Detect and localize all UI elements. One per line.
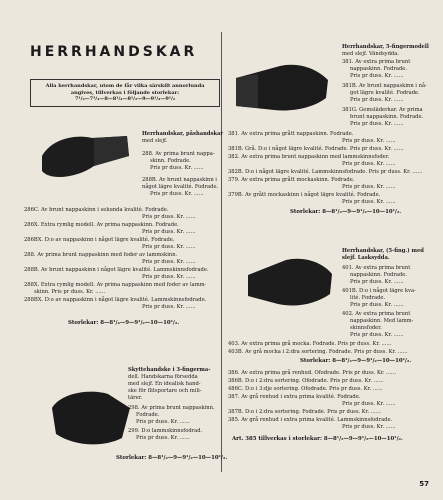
text-line: nappaskinn. Fodrade.: [350, 272, 407, 278]
text-line: 401. Av extra prima brunt: [342, 265, 411, 271]
text-line: Pris pr duss. Kr. ......: [350, 302, 404, 308]
text-line: 403. Av extra prima grå mocka. Fodrade. Pris pr duss. Kr. ......: [228, 341, 392, 347]
text-line: 288X. Extra rymlig modell. Av prima nappaskinn med foder av lamm-: [24, 282, 207, 288]
text-line: skinnsfoder.: [350, 325, 382, 331]
sizes-label: Storlekar: 8—8¹/₄—9—9¹/₂—10—10¹/₂.: [68, 320, 180, 326]
text-line: med slejf. En idealisk hand-: [128, 381, 201, 387]
text-line: 288B. Av brunt nappaskinn i: [142, 177, 217, 183]
text-line: 381. Av extra prima brunt: [342, 59, 411, 65]
text-line: dell. Handskarna försedda: [128, 374, 198, 380]
text-line: 381B. Grå. D:o i något lägre kvalité. Fodrade. Pris pr duss. Kr. ......: [228, 146, 404, 152]
text-line: ske för flitsportare och mili-: [128, 388, 202, 394]
text-line: Herrhandskar, (5-fing.) med: [342, 248, 424, 254]
text-line: 288. Av prima brunt nappaskinn med foder av lammskinn.: [24, 252, 178, 258]
text-line: Pris pr duss. Kr. ......: [150, 191, 204, 197]
text-line: nappaskinn. Fodrade.: [350, 66, 407, 72]
text-line: Pris pr duss. Kr. ......: [136, 419, 190, 425]
text-line: Pris pr duss. Kr. ......: [150, 165, 204, 171]
size-notice: [30, 79, 220, 107]
text-line: tärer.: [128, 395, 143, 401]
text-line: med slejf.: [142, 138, 168, 144]
sizes-label: Storlekar: 8—8¹/₂—9—9¹/₂—10—10¹/₂.: [290, 209, 402, 215]
text-line: got lägre kvalité. Fodrade.: [350, 90, 420, 96]
text-line: 286X. Extra rymlig modell. Av prima nappaskinn. Fodrade.: [24, 222, 179, 228]
text-line: 382. Av extra prima brunt nappaskinn med lammskinnsfoder.: [228, 154, 390, 160]
text-line: 298. Av prima brunt nappaskinn.: [128, 405, 215, 411]
page-number: 57: [419, 480, 429, 488]
text-line: Pris pr duss. Kr. ......: [142, 274, 196, 280]
mitten-glove-image: [32, 116, 132, 201]
text-line: 401B. D:o i något lägre kva-: [342, 288, 416, 294]
notice-line: angives, tillverkas i följande storlekar:: [70, 89, 180, 96]
text-line: 299. D:o lammskinnsfodrad.: [128, 428, 203, 434]
text-line: 288B. Av brunt nappaskinn i något lägre kvalité. Lammskinnsfodrade.: [24, 267, 209, 273]
text-line: 385. Av grå renhud i extra prima kvalité. Lammskinnsfodrade.: [228, 417, 393, 423]
text-line: Pris pr duss. Kr. ......: [142, 304, 196, 310]
text-line: Pris pr duss. Kr. ......: [350, 332, 404, 338]
text-line: med slejf. Vändsydda.: [342, 51, 399, 57]
text-line: Pris pr duss. Kr. ......: [350, 121, 404, 127]
text-line: 382B. D:o i något lägre kvalité. Lammskinnsfodrade. Pris pr duss. Kr. ......: [228, 169, 423, 175]
text-line: 288BX. D:o av nappaskinn i något lägre kvalité. Lammskinnsfodrade.: [24, 297, 207, 303]
text-line: Pris pr duss. Kr. ......: [142, 259, 196, 265]
text-line: Pris pr duss. Kr. ......: [342, 424, 396, 430]
text-line: Pris pr duss. Kr. ......: [136, 435, 190, 441]
text-line: Pris pr duss. Kr. ......: [342, 138, 396, 144]
text-line: 387B. D:o i 2:dra sortering. Fodrade. Pris pr duss. Kr. ......: [228, 409, 381, 415]
page-title: HERRHANDSKAR: [30, 44, 198, 60]
text-line: 381B. Av brunt nappaskinn i nå-: [342, 83, 427, 89]
text-line: 286BX. D:o av nappaskinn i något lägre kvalité. Fodrade.: [24, 237, 175, 243]
glove-image-lasksydda: [242, 250, 338, 310]
shooting-glove-image: [48, 378, 132, 450]
text-line: Fodrade.: [136, 412, 160, 418]
text-line: slejf. Lasksydda.: [342, 255, 390, 261]
text-line: Herrhandskar, 5-fingermodell: [342, 44, 429, 50]
text-line: skinn. Pris pr duss. Kr. ......: [34, 289, 106, 295]
sizes-label: Art. 385 tillverkas i storlekar: 8—8¹/₂—9—9¹/₂—10—10¹/₂.: [232, 436, 403, 442]
text-line: 402. Av extra prima brunt: [342, 311, 411, 317]
text-line: Pris pr duss. Kr. ......: [142, 229, 196, 235]
text-line: 387. Av grå renhud i extra prima kvalité. Fodrade.: [228, 394, 361, 400]
text-line: brunt nappaskinn. Fodrade.: [350, 114, 424, 120]
text-line: Herrhandskar, påshandskar: [142, 131, 224, 137]
column-divider: [221, 32, 222, 472]
text-line: Pris pr duss. Kr. ......: [350, 73, 404, 79]
text-line: något lägre kvalité. Fodrade.: [142, 184, 219, 190]
text-line: Skyttehandske i 3-fingerma-: [128, 367, 211, 373]
notice-line: 7¹/₂—7³/₄—8—8¹/₄—8¹/₂—9—9¹/₄—9¹/₂: [74, 96, 176, 103]
text-line: 379. Av extra prima grått mockaskinn. Fodrade.: [228, 177, 355, 183]
text-line: 381. Av extra prima grått nappaskinn. Fodrade.: [228, 131, 354, 137]
text-line: Pris pr duss. Kr. ......: [342, 401, 396, 407]
text-line: Pris pr duss. Kr. ......: [350, 279, 404, 285]
text-line: skinn. Fodrade.: [150, 158, 191, 164]
text-line: Pris pr duss. Kr. ......: [142, 214, 196, 220]
text-line: 286C. Av brunt nappaskinn i sekunda kvalité. Fodrade.: [24, 207, 169, 213]
sizes-label: Storlekar: 8—8¹/₂—9—9¹/₂—10—10¹/₂.: [116, 455, 228, 461]
text-line: 379B. Av grått mockaskinn i något lägre kvalité. Fodrade.: [228, 192, 381, 198]
text-line: 381G. Gemsläderkar. Av prima: [342, 107, 423, 113]
sizes-label: Storlekar: 8—8¹/₂—9—9¹/₂—10—10¹/₂.: [300, 358, 412, 364]
glove-image-top-right: [228, 56, 336, 120]
notice-line: Alla herrhandskar, utom de får vilka särskilt annorlunda: [45, 83, 205, 89]
text-line: 386. Av extra prima grå renhud. Ofodrade. Pris pr duss. Kr. ......: [228, 370, 396, 376]
text-line: Pris pr duss. Kr. ......: [342, 184, 396, 190]
text-line: lité. Fodrade.: [350, 295, 386, 301]
text-line: Pris pr duss. Kr. ......: [142, 244, 196, 250]
text-line: Pris pr duss. Kr. ......: [350, 97, 404, 103]
text-line: Pris pr duss. Kr. ......: [342, 199, 396, 205]
text-line: 386B. D:o i 2:dra sortering. Ofodrade. Pris pr duss. Kr. ......: [228, 378, 384, 384]
text-line: nappaskinn. Med lamm-: [350, 318, 414, 324]
text-line: 403B. Av grå mocka i 2:dra sortering. Fodrade. Pris pr duss. Kr. ......: [228, 349, 408, 355]
text-line: 288. Av prima brunt nappa-: [142, 151, 215, 157]
text-line: Pris pr duss. Kr. ......: [342, 161, 396, 167]
text-line: 486C. D:o i 3:dje sortering. Ofodrade. Pris pr duss. Kr. ......: [228, 386, 383, 392]
